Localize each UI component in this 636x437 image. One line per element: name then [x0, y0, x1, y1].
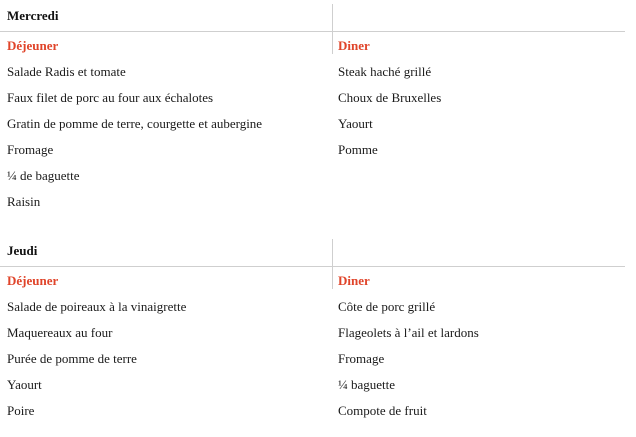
dinner-item: Choux de Bruxelles [338, 90, 442, 105]
day-title: Jeudi [7, 243, 38, 258]
title-rule [0, 31, 625, 32]
lunch-item: Salade de poireaux à la vinaigrette [7, 299, 187, 314]
lunch-item: Salade Radis et tomate [7, 64, 126, 79]
lunch-column [7, 39, 327, 221]
lunch-item: Purée de pomme de terre [7, 351, 137, 366]
column-divider [332, 239, 333, 289]
title-rule [0, 266, 625, 267]
dinner-item: Compote de fruit [338, 403, 427, 418]
lunch-item: ¼ de baguette [7, 168, 80, 183]
lunch-heading: Déjeuner [7, 273, 59, 288]
lunch-item: Maquereaux au four [7, 325, 113, 340]
lunch-item: Fromage [7, 142, 54, 157]
dinner-column [338, 39, 628, 169]
dinner-item: Yaourt [338, 116, 373, 131]
column-divider [332, 4, 333, 54]
dinner-heading: Diner [338, 273, 370, 288]
lunch-heading: Déjeuner [7, 38, 59, 53]
day-title: Mercredi [7, 8, 59, 23]
dinner-item: ¼ baguette [338, 377, 396, 392]
lunch-item: Gratin de pomme de terre, courgette et aubergine [7, 116, 263, 131]
dinner-item: Côte de porc grillé [338, 299, 436, 314]
dinner-item: Steak haché grillé [338, 64, 432, 79]
lunch-item: Faux filet de porc au four aux échalotes [7, 90, 214, 105]
dinner-column [338, 274, 628, 430]
lunch-item: Yaourt [7, 377, 42, 392]
dinner-heading: Diner [338, 38, 370, 53]
dinner-item: Flageolets à l’ail et lardons [338, 325, 479, 340]
lunch-column [7, 274, 327, 430]
dinner-item: Pomme [338, 142, 378, 157]
lunch-item: Poire [7, 403, 35, 418]
lunch-item: Raisin [7, 194, 41, 209]
dinner-item: Fromage [338, 351, 385, 366]
